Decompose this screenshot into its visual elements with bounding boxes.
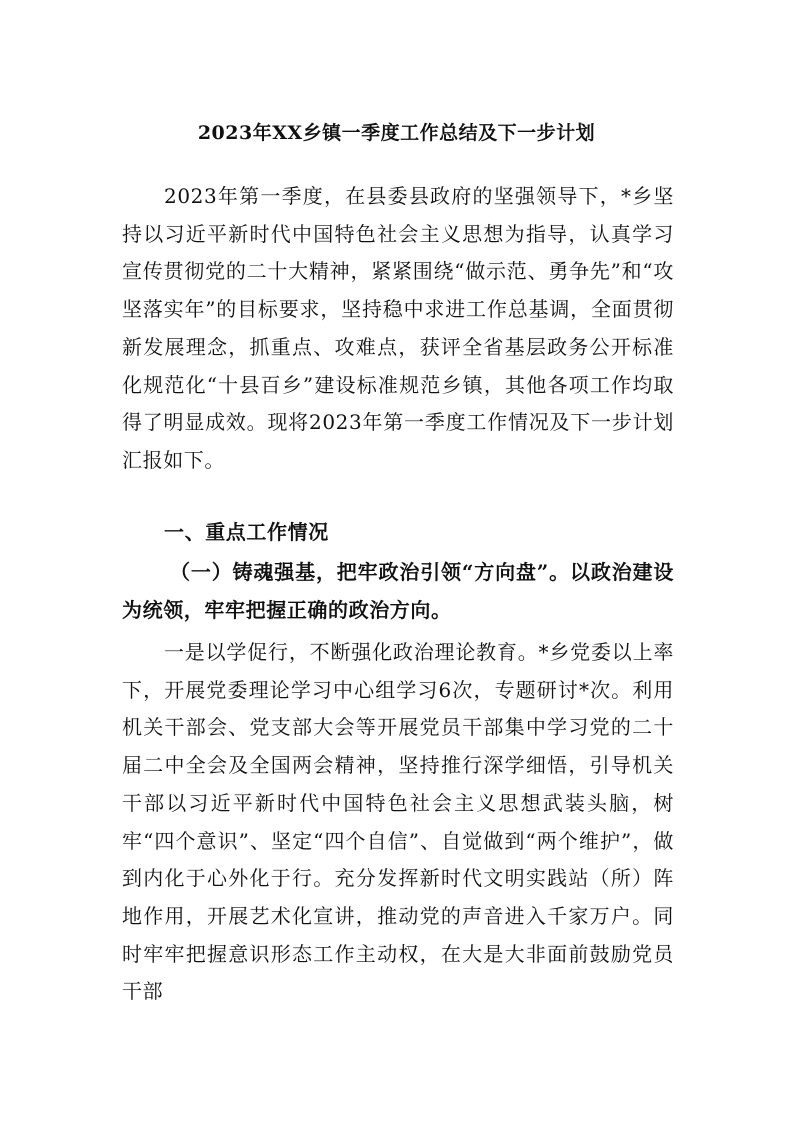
intro-paragraph: 2023年第一季度，在县委县政府的坚强领导下，*乡坚持以习近平新时代中国特色社会主义思想为指导，认真学习宣传贯彻党的二十大精神，紧紧围绕“做示范、勇争先”和“攻坚落实年”的目标要求，坚持稳中求进工作总基调，全面贯彻新发展理念，抓重点、攻难点，获评全省基层政务公开标准化规范化“十县百乡”建设标准规范乡镇，其他各项工作均取得了明显成效。现将2023年第一季度工作情况及下一步计划汇报如下。	[122, 184, 674, 472]
body-paragraph: 一是以学促行，不断强化政治理论教育。*乡党委以上率下，开展党委理论学习中心组学习6次，专题研讨*次。利用机关干部会、党支部大会等开展党员干部集中学习党的二十届二中全会及全国两会精神，坚持推行深学细悟，引导机关干部以习近平新时代中国特色社会主义思想武装头脑，树牢“四个意识”、坚定“四个自信”、自觉做到“两个维护”，做到内化于心外化于行。充分发挥新时代文明实践站（所）阵地作用，开展艺术化宣讲，推动党的声音进入千家万户。同时牢牢把握意识形态工作主动权，在大是大非面前鼓励党员干部	[122, 640, 674, 1004]
section-heading: 一、重点工作情况	[164, 520, 329, 544]
document-title: 2023年XX乡镇一季度工作总结及下一步计划	[197, 122, 596, 144]
subsection-heading: （一）铸魂强基，把牢政治引领“方向盘”。以政治建设为统领，牢牢把握正确的政治方向。	[122, 560, 674, 622]
